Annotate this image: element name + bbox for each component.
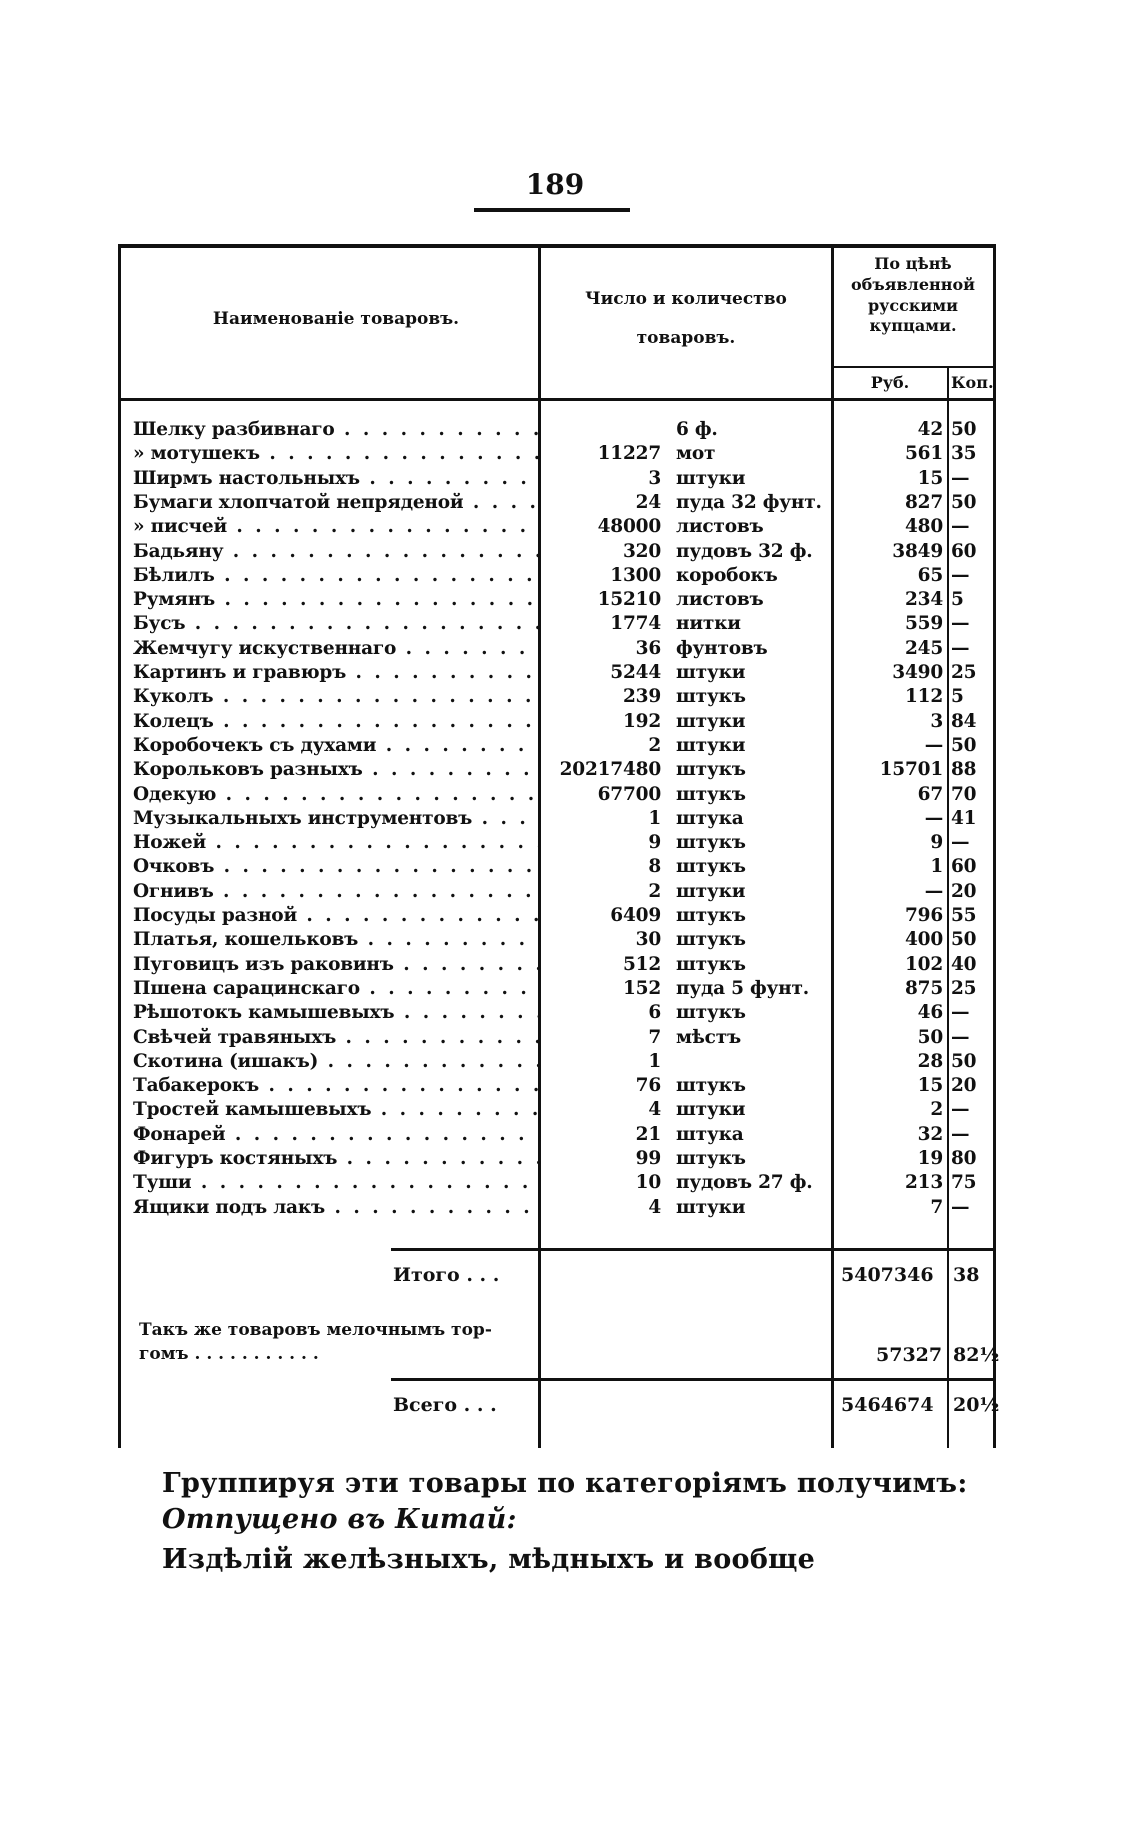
row-rub: 67 [917, 783, 943, 805]
row-quantity: 24 [635, 491, 661, 513]
row-quantity: 192 [622, 710, 661, 732]
table-row [121, 783, 993, 807]
row-name: Бѣлилъ . . . [133, 564, 541, 588]
row-kop: — [951, 1196, 970, 1218]
row-kop: — [951, 1099, 970, 1121]
row-rub: 3490 [892, 662, 943, 683]
row-quantity: 3 [648, 467, 661, 489]
row-unit: штуки [676, 1196, 746, 1218]
row-quantity: 239 [622, 686, 661, 708]
row-kop: — [951, 516, 970, 538]
row-quantity: 6409 [610, 905, 661, 926]
row-rub: 50 [917, 1026, 943, 1048]
page-number: 189 [525, 168, 585, 201]
row-unit: 6 ф. [676, 419, 718, 440]
subtotal-rub: 5407346 [841, 1264, 934, 1286]
row-kop: 60 [951, 540, 977, 562]
table-row [121, 928, 993, 952]
row-kop: 25 [951, 662, 977, 683]
row-unit: штукъ [676, 686, 746, 708]
table-row [121, 661, 993, 685]
row-quantity: 1 [648, 1050, 661, 1072]
row-kop: — [951, 637, 970, 659]
petty-label-line1: Такъ же товаровъ мелочнымъ тор- [139, 1320, 492, 1340]
row-name: Скотина (ишакъ) . . . [133, 1050, 541, 1074]
table-row [121, 1026, 993, 1050]
row-rub: 3 [930, 710, 943, 732]
row-name: Свѣчей травяныхъ . . . [133, 1026, 541, 1050]
row-unit: штука [676, 807, 744, 829]
row-name: Жемчугу искуственнаго . . . [133, 637, 541, 661]
row-unit: штукъ [676, 783, 746, 805]
goods-table [118, 244, 1000, 1448]
table-row [121, 734, 993, 758]
row-unit: штуки [676, 662, 746, 683]
row-quantity: 2 [648, 734, 661, 756]
table-row [121, 1050, 993, 1074]
row-name: Туши . . . [133, 1171, 541, 1195]
row-name: Посуды разной . . . [133, 904, 541, 928]
table-row [121, 540, 993, 564]
header-quantity [546, 288, 826, 350]
row-unit: штукъ [676, 1075, 746, 1097]
row-rub: 796 [904, 905, 943, 926]
table-row [121, 637, 993, 661]
row-rub: — [924, 734, 943, 756]
row-quantity: 7 [648, 1026, 661, 1048]
row-rub: 213 [904, 1172, 943, 1194]
total-rub: 5464674 [841, 1394, 934, 1416]
row-name: Ширмъ настольныхъ . . . [133, 467, 541, 491]
row-rub: 400 [904, 929, 943, 951]
header-name: Наименованіе товаровъ. [212, 309, 460, 329]
row-unit: штуки [676, 880, 746, 902]
row-unit: штукъ [676, 953, 746, 975]
table-row [121, 515, 993, 539]
row-quantity: 9 [648, 832, 661, 854]
row-name: Бумаги хлопчатой непряденой . . . [133, 491, 541, 515]
row-quantity: 152 [622, 977, 661, 999]
table-row [121, 418, 993, 442]
row-name: Пуговицъ изъ раковинъ . . . [133, 953, 541, 977]
table-row [121, 855, 993, 879]
row-kop: 25 [951, 977, 977, 999]
table-row [121, 977, 993, 1001]
row-quantity: 15210 [597, 589, 661, 611]
table-row [121, 1098, 993, 1122]
row-rub: 875 [904, 977, 943, 999]
table-row [121, 1123, 993, 1147]
total-label: Всего . . . [393, 1394, 497, 1416]
row-name: » мотушекъ . . . [133, 442, 541, 466]
row-quantity: 20217480 [559, 759, 661, 781]
row-name: Рѣшотокъ камышевыхъ . . . [133, 1001, 541, 1025]
row-rub: 15 [917, 1075, 943, 1097]
row-name: Бусъ . . . [133, 612, 541, 636]
row-unit: штуки [676, 734, 746, 756]
row-unit: штукъ [676, 856, 746, 878]
row-kop: 60 [951, 856, 977, 878]
row-name: Фонарей . . . [133, 1123, 541, 1147]
row-name: Одекую . . . [133, 783, 541, 807]
row-kop: — [951, 467, 970, 489]
page-number-rule [474, 208, 630, 212]
row-rub: — [924, 880, 943, 902]
row-rub: 28 [917, 1050, 943, 1072]
row-rub: 15701 [879, 759, 943, 781]
row-name: Огнивъ . . . [133, 880, 541, 904]
row-name: Табакерокъ . . . [133, 1074, 541, 1098]
row-unit: пудовъ 27 ф. [676, 1172, 813, 1194]
row-quantity: 4 [648, 1099, 661, 1121]
subtotal-kop: 38 [953, 1264, 980, 1286]
row-name: Шелку разбивнаго . . . [133, 418, 541, 442]
row-name: Куколъ . . . [133, 685, 541, 709]
table-row [121, 904, 993, 928]
table-row [121, 467, 993, 491]
row-name: Румянъ . . . [133, 588, 541, 612]
row-unit: штуки [676, 467, 746, 489]
row-rub: 32 [917, 1123, 943, 1145]
header-quantity-line2: товаровъ. [636, 327, 736, 348]
row-rub: 245 [904, 637, 943, 659]
row-quantity: 48000 [597, 516, 661, 538]
row-rub: 46 [917, 1002, 943, 1024]
table-row [121, 710, 993, 734]
row-quantity: 512 [622, 953, 661, 975]
row-kop: 50 [951, 419, 977, 440]
row-rub: 559 [904, 613, 943, 635]
row-rub: 561 [904, 443, 943, 465]
row-quantity: 5244 [610, 662, 661, 683]
row-quantity: 4 [648, 1196, 661, 1218]
row-name: Колецъ . . . [133, 710, 541, 734]
header-price: По цѣнѣ объявленной русскими купцами. [851, 254, 975, 336]
row-unit: пудовъ 32 ф. [676, 540, 813, 562]
row-kop: — [951, 1002, 970, 1024]
row-kop: 41 [951, 807, 977, 829]
row-rub: 827 [904, 491, 943, 513]
row-name: Очковъ . . . [133, 855, 541, 879]
row-quantity: 6 [648, 1002, 661, 1024]
row-rub: 9 [930, 832, 943, 854]
row-rub: 1 [930, 856, 943, 878]
table-row [121, 807, 993, 831]
subtotal-label: Итого . . . [393, 1264, 500, 1286]
header-rule [121, 398, 993, 401]
row-unit: штукъ [676, 1148, 746, 1169]
table-row [121, 442, 993, 466]
row-quantity: 10 [635, 1172, 661, 1194]
row-kop: 50 [951, 929, 977, 951]
row-quantity: 30 [635, 929, 661, 951]
row-rub: 102 [904, 953, 943, 975]
price-subheader-rule [831, 366, 993, 368]
table-row [121, 1074, 993, 1098]
row-name: Бадьяну . . . [133, 540, 541, 564]
row-unit: пуда 32 фунт. [676, 491, 822, 513]
petty-rub: 57327 [876, 1344, 943, 1366]
row-rub: 65 [917, 564, 943, 586]
row-unit: штукъ [676, 832, 746, 854]
row-name: Коробочекъ съ духами . . . [133, 734, 541, 758]
row-kop: — [951, 1026, 970, 1048]
petty-label-line2: гомъ . . . . . . . . . . . [139, 1344, 319, 1364]
row-unit: штукъ [676, 929, 746, 951]
table-row [121, 953, 993, 977]
row-kop: 50 [951, 734, 977, 756]
row-name: Тростей камышевыхъ . . . [133, 1098, 541, 1122]
row-rub: 19 [917, 1148, 943, 1169]
row-unit: листовъ [676, 589, 764, 611]
row-quantity: 67700 [597, 783, 661, 805]
header-quantity-line1: Число и количество [585, 289, 787, 309]
row-unit: штуки [676, 1099, 746, 1121]
row-quantity: 2 [648, 880, 661, 902]
total-rule [391, 1378, 993, 1381]
table-row [121, 758, 993, 782]
table-row [121, 1171, 993, 1195]
row-unit: нитки [676, 613, 741, 635]
row-quantity: 1774 [610, 613, 661, 635]
petty-kop: 82½ [953, 1344, 1000, 1366]
row-kop: 35 [951, 443, 977, 465]
row-kop: 88 [951, 759, 977, 781]
row-unit: коробокъ [676, 564, 778, 586]
row-rub: 234 [904, 589, 943, 611]
row-kop: 40 [951, 953, 977, 975]
row-kop: 84 [951, 710, 977, 732]
table-row [121, 1147, 993, 1171]
row-rub: 2 [930, 1099, 943, 1121]
text-line-3: Издѣлій желѣзныхъ, мѣдныхъ и вообще [162, 1544, 816, 1575]
row-rub: 15 [917, 467, 943, 489]
row-unit: штукъ [676, 759, 746, 781]
row-kop: — [951, 832, 970, 854]
row-kop: — [951, 1123, 970, 1145]
row-unit: листовъ [676, 516, 764, 538]
table-row [121, 1001, 993, 1025]
row-rub: — [924, 807, 943, 829]
total-kop: 20½ [953, 1394, 1000, 1416]
row-quantity: 21 [635, 1123, 661, 1145]
row-name: Ящики подъ лакъ . . . [133, 1196, 541, 1220]
row-name: Пшена сарацинскаго . . . [133, 977, 541, 1001]
row-unit: штуки [676, 710, 746, 732]
text-line-2: Отпущено въ Китай: [162, 1504, 517, 1535]
table-row [121, 831, 993, 855]
subtotal-rule [391, 1248, 993, 1251]
row-unit: штука [676, 1123, 744, 1145]
row-quantity: 36 [635, 637, 661, 659]
row-kop: 55 [951, 905, 977, 926]
row-rub: 112 [904, 686, 943, 708]
row-name: Фигуръ костяныхъ . . . [133, 1147, 541, 1171]
row-quantity: 8 [648, 856, 661, 878]
row-kop: 20 [951, 880, 977, 902]
table-row [121, 1196, 993, 1220]
row-quantity: 1 [648, 807, 661, 829]
row-kop: 5 [951, 686, 964, 708]
row-name: Корольковъ разныхъ . . . [133, 758, 541, 782]
row-unit: мѣстъ [676, 1026, 741, 1048]
header-kop: Коп. [951, 373, 994, 392]
row-name: Картинъ и гравюръ . . . [133, 661, 541, 685]
row-rub: 7 [930, 1196, 943, 1218]
row-name: Платья, кошельковъ . . . [133, 928, 541, 952]
row-name: Музыкальныхъ инструментовъ . . . [133, 807, 541, 831]
table-row [121, 564, 993, 588]
row-quantity: 1300 [610, 564, 661, 586]
header-rub: Руб. [870, 373, 910, 392]
row-name: Ножей . . . [133, 831, 541, 855]
row-rub: 3849 [892, 540, 943, 562]
row-quantity: 99 [635, 1148, 661, 1169]
row-quantity: 11227 [597, 443, 661, 465]
row-rub: 42 [917, 419, 943, 440]
row-kop: 20 [951, 1075, 977, 1097]
row-kop: — [951, 613, 970, 635]
table-row [121, 588, 993, 612]
table-row [121, 612, 993, 636]
row-quantity: 320 [622, 540, 661, 562]
row-name: » писчей . . . [133, 515, 541, 539]
row-kop: 50 [951, 1050, 977, 1072]
row-unit: мот [676, 443, 716, 465]
row-kop: 50 [951, 491, 977, 513]
table-row [121, 491, 993, 515]
text-line-1: Группируя эти товары по категоріямъ получимъ: [162, 1468, 968, 1499]
row-unit: штукъ [676, 905, 746, 926]
row-unit: фунтовъ [676, 637, 768, 659]
row-kop: 75 [951, 1172, 977, 1194]
row-rub: 480 [904, 516, 943, 538]
row-kop: — [951, 564, 970, 586]
row-unit: пуда 5 фунт. [676, 977, 810, 999]
row-quantity: 76 [635, 1075, 661, 1097]
row-kop: 70 [951, 783, 977, 805]
row-unit: штукъ [676, 1002, 746, 1024]
table-row [121, 685, 993, 709]
row-kop: 80 [951, 1148, 977, 1169]
row-kop: 5 [951, 589, 964, 611]
table-row [121, 880, 993, 904]
